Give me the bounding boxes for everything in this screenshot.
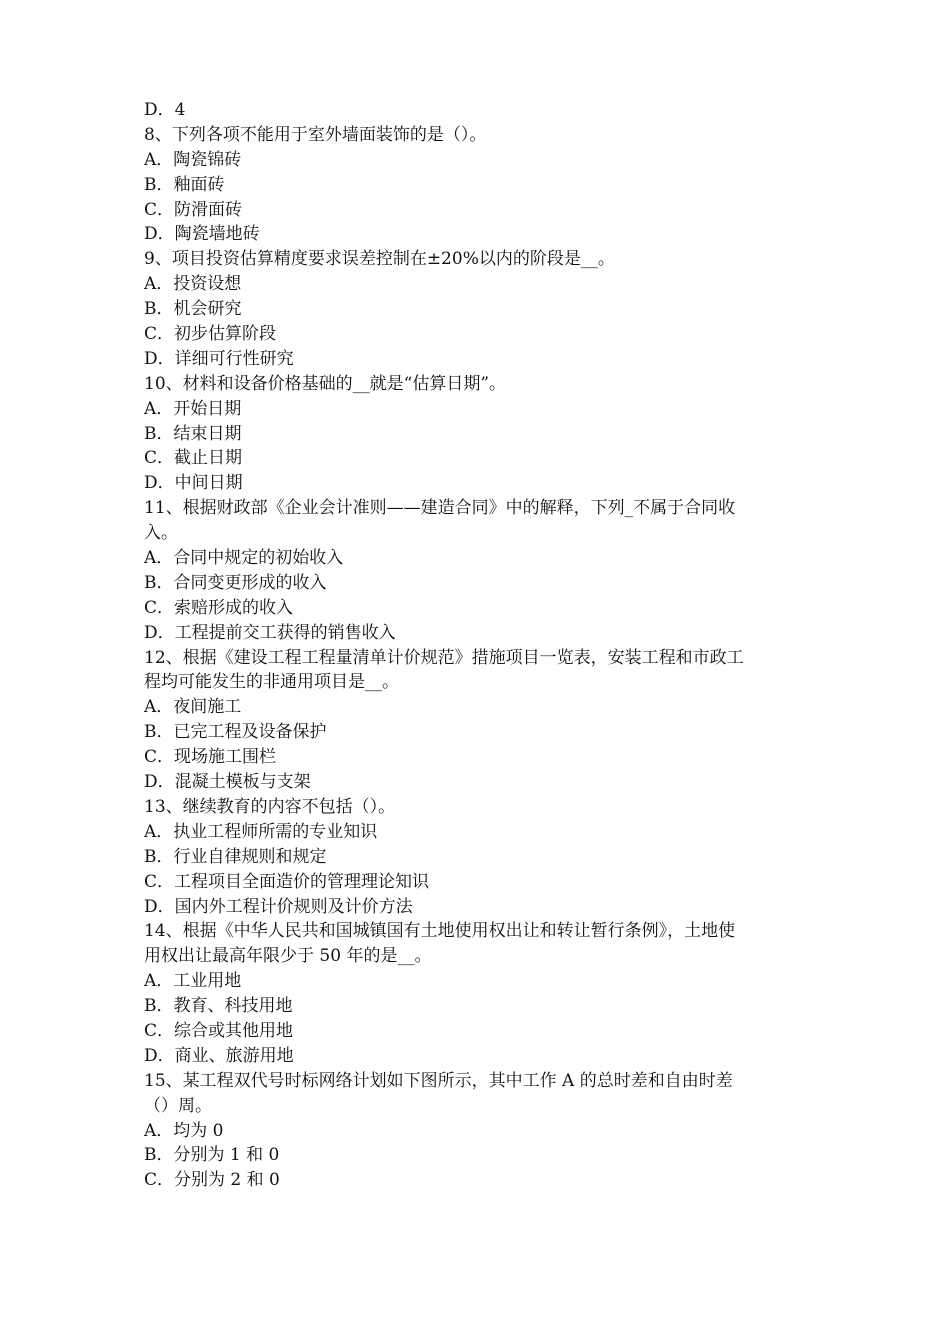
text-line: B．合同变更形成的收入 (144, 572, 327, 593)
text-line: B．机会研究 (144, 299, 242, 320)
text-line: 14、根据《中华人民共和国城镇国有土地使用权出让和转让暂行条例》，土地使 (144, 921, 736, 942)
text-line: 程均可能发生的非通用项目是__。 (144, 672, 399, 693)
text-line: A．均为 0 (144, 1120, 224, 1141)
text-line: A．夜间施工 (144, 697, 242, 718)
text-line: D．混凝土模板与支架 (144, 772, 311, 793)
text-line: 15、某工程双代号时标网络计划如下图所示，其中工作 A 的总时差和自由时差 (144, 1070, 733, 1091)
text-line: B．分别为 1 和 0 (144, 1145, 280, 1166)
text-line: 11、根据财政部《企业会计准则——建造合同》中的解释，下列_不属于合同收 (144, 498, 736, 519)
text-line: A．合同中规定的初始收入 (144, 548, 344, 569)
text-line: 用权出让最高年限少于 50 年的是__。 (144, 946, 432, 967)
text-line: 12、根据《建设工程工程量清单计价规范》措施项目一览表，安装工程和市政工 (144, 647, 744, 668)
text-line: A．工业用地 (144, 971, 242, 992)
text-line: C．初步估算阶段 (144, 324, 277, 345)
text-line: C．现场施工围栏 (144, 747, 277, 768)
text-line: C．工程项目全面造价的管理理论知识 (144, 871, 430, 892)
text-line: A．投资设想 (144, 274, 242, 295)
text-line: 8、下列各项不能用于室外墙面装饰的是（）。 (144, 124, 487, 145)
text-line: C．截止日期 (144, 448, 243, 469)
text-line: A．陶瓷锦砖 (144, 149, 242, 170)
text-line: B．教育、科技用地 (144, 996, 293, 1017)
text-line: B．已完工程及设备保护 (144, 722, 327, 743)
text-line: 9、项目投资估算精度要求误差控制在±20%以内的阶段是__。 (144, 249, 615, 270)
text-line: B．行业自律规则和规定 (144, 846, 327, 867)
text-line: C．分别为 2 和 0 (144, 1170, 280, 1191)
text-line: D．工程提前交工获得的销售收入 (144, 622, 396, 643)
text-line: D．陶瓷墙地砖 (144, 224, 260, 245)
text-line: C．综合或其他用地 (144, 1020, 294, 1041)
text-line: D．详细可行性研究 (144, 348, 294, 369)
document-body (144, 98, 824, 1193)
text-line: （）周。 (144, 1095, 212, 1116)
text-line: 10、材料和设备价格基础的__就是“估算日期”。 (144, 373, 507, 394)
text-line: B．釉面砖 (144, 174, 225, 195)
text-line: B．结束日期 (144, 423, 242, 444)
text-line: A．开始日期 (144, 398, 242, 419)
text-line: 13、继续教育的内容不包括（）。 (144, 796, 396, 817)
text-line: D．商业、旅游用地 (144, 1045, 294, 1066)
text-line: D．国内外工程计价规则及计价方法 (144, 896, 413, 917)
text-line: C．防滑面砖 (144, 199, 243, 220)
text-line: 入。 (144, 523, 178, 544)
text-line: A．执业工程师所需的专业知识 (144, 821, 378, 842)
text-line: C．索赔形成的收入 (144, 597, 294, 618)
text-line: D．4 (144, 100, 186, 120)
text-line: D．中间日期 (144, 473, 243, 494)
